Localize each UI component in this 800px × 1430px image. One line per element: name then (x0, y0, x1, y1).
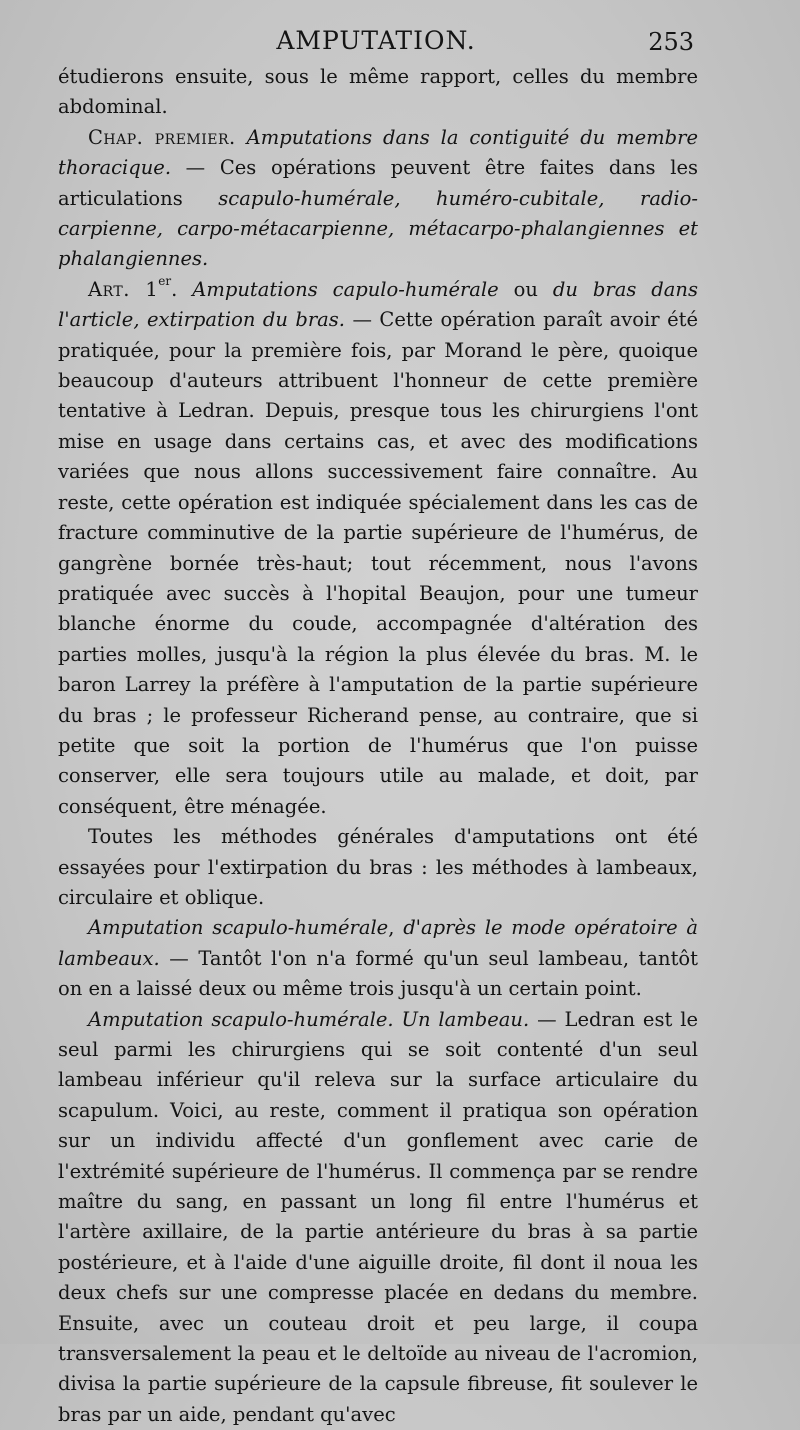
paragraph-article (58, 275, 698, 822)
article-title-2: du bras dans l'article, extirpation du bras. (58, 277, 698, 332)
chapter-text: — Ces opérations peuvent être faites dans les articulations (58, 156, 698, 210)
page-number: 253 (648, 28, 694, 56)
flaps-title-2: d'après le mode opératoire à lambeaux. (58, 916, 699, 970)
running-title: AMPUTATION. (276, 26, 476, 55)
article-ou: ou (498, 277, 553, 301)
article-label-sup: er (158, 273, 172, 288)
flaps-comma: , (388, 916, 404, 940)
flaps-text: — Tantôt l'on n'a formé qu'un seul lambeau, tantôt on en a laissé deux ou même trois jusqu'à un certain point. (58, 946, 698, 1001)
paragraph-methods (58, 822, 698, 913)
page-body (58, 62, 698, 1430)
one-flap-text: — Ledran est le seul parmi les chirurgiens qui se soit contenté d'un seul lambeau inférieur qu'il releva sur la surface articulaire du scapulum. Voici, au reste, comment il pratiqua son opération sur un individu affecté d'un gonflement avec carie de l'extrémité supérieure de l'humérus. Il commença par se rendre maître du sang, en passant un long fil entre l'humérus et l'artère axillaire, de la partie antérieure du bras à sa partie postérieure, et à l'aide d'une aiguille droite, fil dont il noua les deux chefs sur une compresse placée en dedans du membre. Ensuite, avec un couteau droit et peu large, il coupa transversalement la peau et le deltoïde au niveau de l'acromion, divisa la partie supérieure de la capsule fibreuse, fit soulever le bras par un aide, pendant qu'avec (58, 1007, 698, 1426)
paragraph-one-flap (58, 1005, 698, 1430)
methods-text: Toutes les méthodes générales d'amputations ont été essayées pour l'extirpation du bras : les méthodes à lambeaux, circulaire et oblique. (58, 825, 698, 909)
paragraph-1-text: étudierons ensuite, sous le même rapport, celles du membre abdominal. (58, 65, 698, 119)
paragraph-chapter (58, 123, 698, 275)
chapter-label: Chap. premier. (88, 125, 236, 149)
flaps-title: Amputation scapulo-humérale (88, 916, 389, 940)
chapter-title: Amputations dans la contiguité du membre thoracique. (58, 125, 699, 180)
article-title: Amputations capulo-humérale (192, 277, 499, 301)
article-label-dot: . (171, 277, 193, 301)
article-text: — Cette opération paraît avoir été pratiquée, pour la première fois, par Morand le père, quoique beaucoup d'auteurs attribuent l'honneur de cette première tentative à Ledran. Depuis, presque tous les chirurgiens l'ont mise en usage dans certains cas, et avec des modifications variées que nous allons successivement faire connaître. Au reste, cette opération est indiquée spécialement dans les cas de fracture comminutive de la partie supérieure de l'humérus, de gangrène bornée très-haut; tout récemment, nous l'avons pratiquée avec succès à l'hopital Beaujon, pour une tumeur blanche énorme du coude, accompagnée d'altération des parties molles, jusqu'à la région la plus élevée du bras. M. le baron Larrey la préfère à l'amputation de la partie supérieure du bras ; le professeur Richerand pense, au contraire, que si petite que soit la portion de l'humérus que l'on puisse conserver, elle sera toujours utile au malade, et doit, par conséquent, être ménagée. (58, 308, 698, 818)
article-label: Art. 1 (88, 277, 159, 301)
one-flap-title: Amputation scapulo-humérale. Un lambeau. (88, 1007, 530, 1031)
paragraph-1 (58, 62, 698, 123)
page-header (58, 26, 694, 60)
chapter-joints: scapulo-humérale, huméro-cubitale, radio-carpienne, carpo-métacarpienne, métacarpo-phalangiennes et phalangiennes. (58, 186, 698, 271)
paragraph-flaps (58, 913, 698, 1004)
